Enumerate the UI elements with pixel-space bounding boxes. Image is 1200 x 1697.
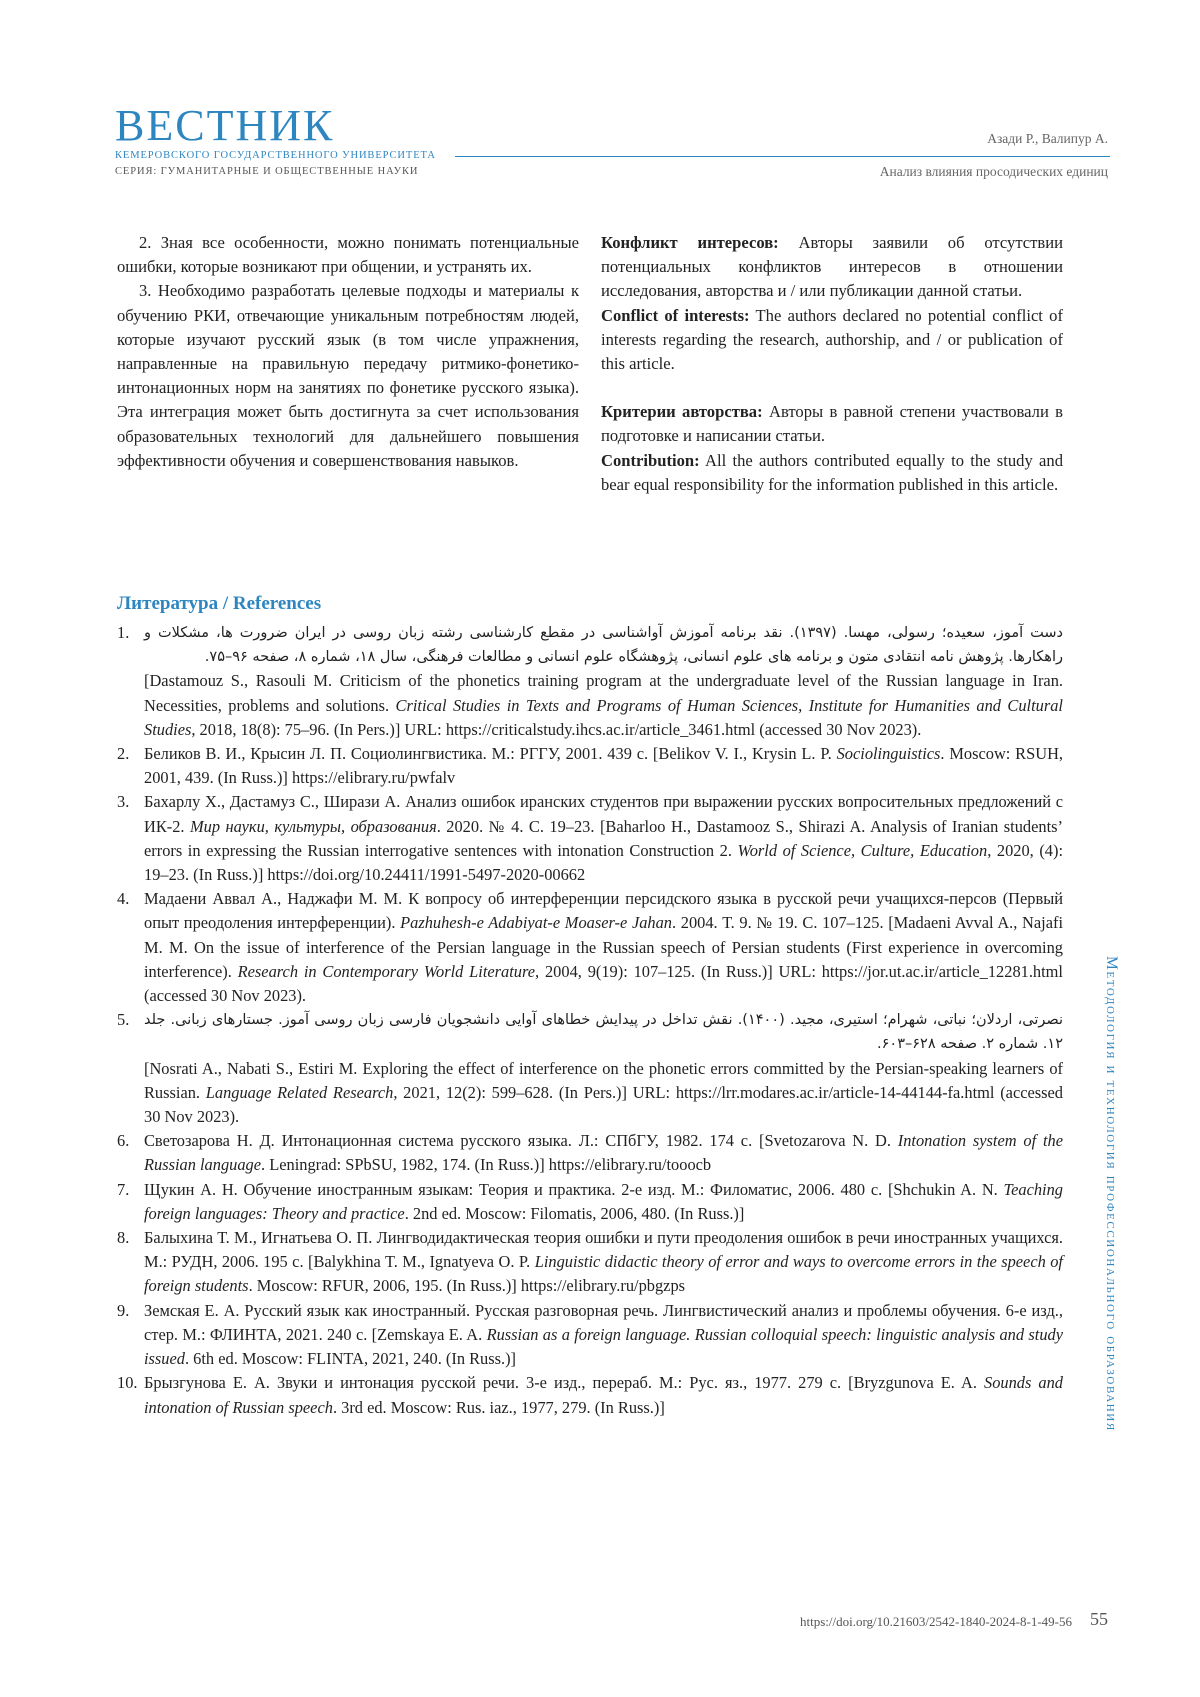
reference-item xyxy=(117,742,1063,790)
reference-text: . 2nd ed. Moscow: Filomatis, 2006, 480. (In Russ.)] xyxy=(404,1203,745,1223)
header-divider xyxy=(455,156,1110,157)
reference-item xyxy=(117,1008,1063,1129)
reference-source: Teaching foreign languages: Theory and practice xyxy=(144,1179,1063,1223)
reference-text: , 2021, 12(2): 599–628. (In Pers.)] URL: https://lrr.modares.ac.ir/article-14-44144-fa.html (accessed 30 Nov 2023). xyxy=(144,1082,1063,1127)
reference-number: 5. xyxy=(117,1010,130,1030)
reference-number: 10. xyxy=(117,1373,138,1393)
reference-text: Беликов В. И., Крысин Л. П. Социолингвистика. М.: РГГУ, 2001. 439 с. [Belikov V. I., Krysin L. P. xyxy=(144,744,837,764)
reference-text: Земская Е. А. Русский язык как иностранный. Русская разговорная речь. Лингвистический анализ и проблемы обучения. 6-е изд., стер. М.: ФЛИНТА, 2021. 240 с. [Zemskaya E. A. xyxy=(144,1300,1063,1344)
reference-source: Pazhuhesh-e Adabiyat-e Moaser-e Jahan xyxy=(400,913,673,933)
conclusion-point-3: 3. Необходимо разработать целевые подходы и материалы к обучению РКИ, отвечающие уникальным потребностям людей, которые изучают русский язык (в том числе упражнения, направленные на правильную передачу ритмико-фонетико-интонационных норм на занятиях по фонетике русского языка). Эта интеграция может быть достигнута за счет использования образовательных технологий для дальнейшего повышения эффективности обучения и совершенствования навыков. xyxy=(117,281,579,470)
header-article-title: Анализ влияния просодических единиц xyxy=(879,164,1108,179)
reference-text: [Dastamouz S., Rasouli M. Criticism of the phonetics training program at the undergraduate level of the Russian language in Iran. Necessities, problems and solutions. xyxy=(144,671,1063,715)
footer-doi[interactable]: https://doi.org/10.21603/2542-1840-2024-8-1-49-56 xyxy=(799,1614,1072,1629)
conflict-ru xyxy=(601,231,1063,304)
header-authors: Азади Р., Валипур А. xyxy=(987,131,1108,146)
reference-item xyxy=(117,1129,1063,1177)
reference-source: Sounds and intonation of Russian speech xyxy=(144,1373,1063,1417)
contribution-en xyxy=(601,449,1063,497)
criteria-ru-label: Критерии авторства: xyxy=(601,402,763,422)
reference-text: , 2020, (4): 19–23. (In Russ.)] https://doi.org/10.24411/1991-5497-2020-00662 xyxy=(144,840,1063,885)
criteria-ru xyxy=(601,400,1063,448)
reference-text: Мадаени Аввал А., Наджафи М. М. К вопросу об интерференции персидского языка в русской речи учащихся-персов (Первый опыт преодоления интерференции). xyxy=(144,889,1063,933)
section-side-label: Методология и технология профессионального образования xyxy=(1103,956,1120,1432)
reference-number: 2. xyxy=(117,744,130,764)
reference-number: 1. xyxy=(117,623,130,642)
reference-text: , 2018, 18(8): 75–96. (In Pers.)] URL: https://criticalstudy.ihcs.ac.ir/article_3461.html (accessed 30 Nov 2023). xyxy=(191,719,922,739)
reference-item xyxy=(117,1178,1063,1226)
page-number: 55 xyxy=(1090,1609,1108,1629)
reference-persian-text: نصرتی، اردلان؛ نباتی، شهرام؛ استیری، مجید. (۱۴۰۰). نقش تداخل در پیدایش خطاهای آوایی دانشجویان فارسی زبان روسی آموز. جستارهای زبانی. جلد ۱۲. شماره ۲. صفحه ۶۲۸–۶۰۳. xyxy=(144,1012,1063,1053)
conflict-en-label: Conflict of interests: xyxy=(601,305,750,325)
reference-number: 6. xyxy=(117,1131,130,1151)
reference-item xyxy=(117,1226,1063,1299)
reference-number: 9. xyxy=(117,1300,130,1320)
reference-item xyxy=(117,887,1063,1008)
reference-source: Critical Studies in Texts and Programs of Human Sciences, Institute for Humanities and Cultural Studies xyxy=(144,695,1063,739)
reference-text: . 2004. Т. 9. № 19. С. 107–125. [Madaeni Avval A., Najafi M. M. On the issue of interference of the Persian language in the Russian speech of Persian students (First experience in overcoming interference). xyxy=(144,913,1063,981)
references-list xyxy=(117,621,1063,1420)
reference-number: 3. xyxy=(117,792,130,812)
conflict-en xyxy=(601,304,1063,377)
journal-title: ВЕСТНИК xyxy=(115,101,335,150)
reference-text: [Nosrati A., Nabati S., Estiri M. Exploring the effect of interference on the phonetic errors committed by the Persian-speaking learners of Russian. xyxy=(144,1058,1063,1102)
reference-number: 4. xyxy=(117,889,130,909)
reference-text: . Moscow: RFUR, 2006, 195. (In Russ.)] https://elibrary.ru/pbgzps xyxy=(248,1276,686,1296)
reference-source: Sociolinguistics xyxy=(836,744,941,764)
reference-persian-text: دست آموز، سعیده؛ رسولی، مهسا. (۱۳۹۷). نقد برنامه آموزش آواشناسی در مقطع کارشناسی رشته زبان روسی در ایران ضرورت ها، مشکلات و راهکارها. پژوهش نامه انتقادی متون و برنامه های علوم انسانی، پژوهشگاه علوم انسانی و مطالعات فرهنگی، سال ۱۸، شماره ۸، صفحه ۹۶–۷۵. xyxy=(144,625,1064,666)
reference-text: Светозарова Н. Д. Интонационная система русского языка. Л.: СПбГУ, 1982. 174 с. [Svetozarova N. D. xyxy=(144,1131,898,1151)
reference-source: Research in Contemporary World Literature xyxy=(237,961,536,981)
reference-source: Linguistic didactic theory of error and ways to overcome errors in the speech of foreign students xyxy=(144,1252,1063,1296)
reference-text: Бахарлу Х., Дастамуз С., Ширази А. Анализ ошибок иранских студентов при выражении русских вопросительных предложений с ИК-2. xyxy=(144,792,1063,836)
reference-text: . 6th ed. Moscow: FLINTA, 2021, 240. (In Russ.)] xyxy=(184,1349,517,1369)
reference-text: Брызгунова Е. А. Звуки и интонация русской речи. 3-е изд., перераб. М.: Рус. яз., 1977. 279 с. [Bryzgunova E. A. xyxy=(144,1373,985,1393)
criteria-ru-text: Авторы в равной степени участвовали в подготовке и написании статьи. xyxy=(601,402,1063,446)
reference-text: . 2020. № 4. С. 19–23. [Baharloo H., Dastamooz S., Shirazi A. Analysis of Iranian students’ errors in expressing the Russian interrogative sentences with intonation Construction 2. xyxy=(144,816,1063,860)
reference-source: World of Science, Culture, Education xyxy=(737,840,988,860)
left-column xyxy=(117,231,579,473)
reference-text: . Moscow: RSUH, 2001, 439. (In Russ.)] https://elibrary.ru/pwfalv xyxy=(144,744,1063,788)
reference-translation xyxy=(144,669,1063,742)
reference-text: Щукин А. Н. Обучение иностранным языкам: Теория и практика. 2-е изд. М.: Филоматис, 2006. 480 с. [Shchukin A. N. xyxy=(144,1179,1004,1199)
references-heading: Литература / References xyxy=(117,593,322,614)
right-column xyxy=(601,231,1063,497)
reference-text: Балыхина Т. М., Игнатьева О. П. Лингводидактическая теория ошибки и пути преодоления ошибок в речи иностранных учащихся. М.: РУДН, 2006. 195 с. [Balykhina T. M., Ignatyeva O. P. xyxy=(144,1228,1063,1272)
conclusion-point-2: 2. Зная все особенности, можно понимать потенциальные ошибки, которые возникают при общении, и устранять их. xyxy=(117,233,579,277)
reference-number: 7. xyxy=(117,1179,130,1199)
reference-source: Russian as a foreign language. Russian colloquial speech: linguistic analysis and study issued xyxy=(144,1324,1063,1369)
reference-source: Мир науки, культуры, образования xyxy=(190,816,437,836)
reference-item xyxy=(117,790,1063,887)
spacer xyxy=(601,376,1063,400)
reference-source: Language Related Research xyxy=(205,1082,394,1102)
reference-item xyxy=(117,1299,1063,1372)
reference-text: , 2004, 9(19): 107–125. (In Russ.)] URL: https://jor.ut.ac.ir/article_12281.html (accessed 30 Nov 2023). xyxy=(144,961,1063,1006)
journal-subtitle: КЕМЕРОВСКОГО ГОСУДАРСТВЕННОГО УНИВЕРСИТЕТА xyxy=(115,150,436,161)
reference-source: Intonation system of the Russian language xyxy=(144,1131,1063,1175)
contribution-en-label: Contribution: xyxy=(601,450,700,470)
conflict-en-text: The authors declared no potential conflict of interests regarding the research, authorship, and / or publication of this article. xyxy=(601,305,1063,374)
journal-series: СЕРИЯ: ГУМАНИТАРНЫЕ И ОБЩЕСТВЕННЫЕ НАУКИ xyxy=(115,166,419,177)
conflict-ru-text: Авторы заявили об отсутствии потенциальных конфликтов интересов в отношении исследования, авторства и / или публикации данной статьи. xyxy=(601,233,1063,301)
conflict-ru-label: Конфликт интересов: xyxy=(601,233,779,252)
reference-number: 8. xyxy=(117,1228,130,1248)
reference-text: . 3rd ed. Moscow: Rus. iaz., 1977, 279. (In Russ.)] xyxy=(332,1397,665,1417)
contribution-en-text: All the authors contributed equally to the study and bear equal responsibility for the information published in this article. xyxy=(601,450,1063,494)
reference-translation xyxy=(144,1057,1063,1130)
reference-item xyxy=(117,1371,1063,1419)
reference-text: . Leningrad: SPbSU, 1982, 174. (In Russ.)] https://elibrary.ru/tooocb xyxy=(261,1155,712,1175)
reference-item xyxy=(117,621,1063,742)
